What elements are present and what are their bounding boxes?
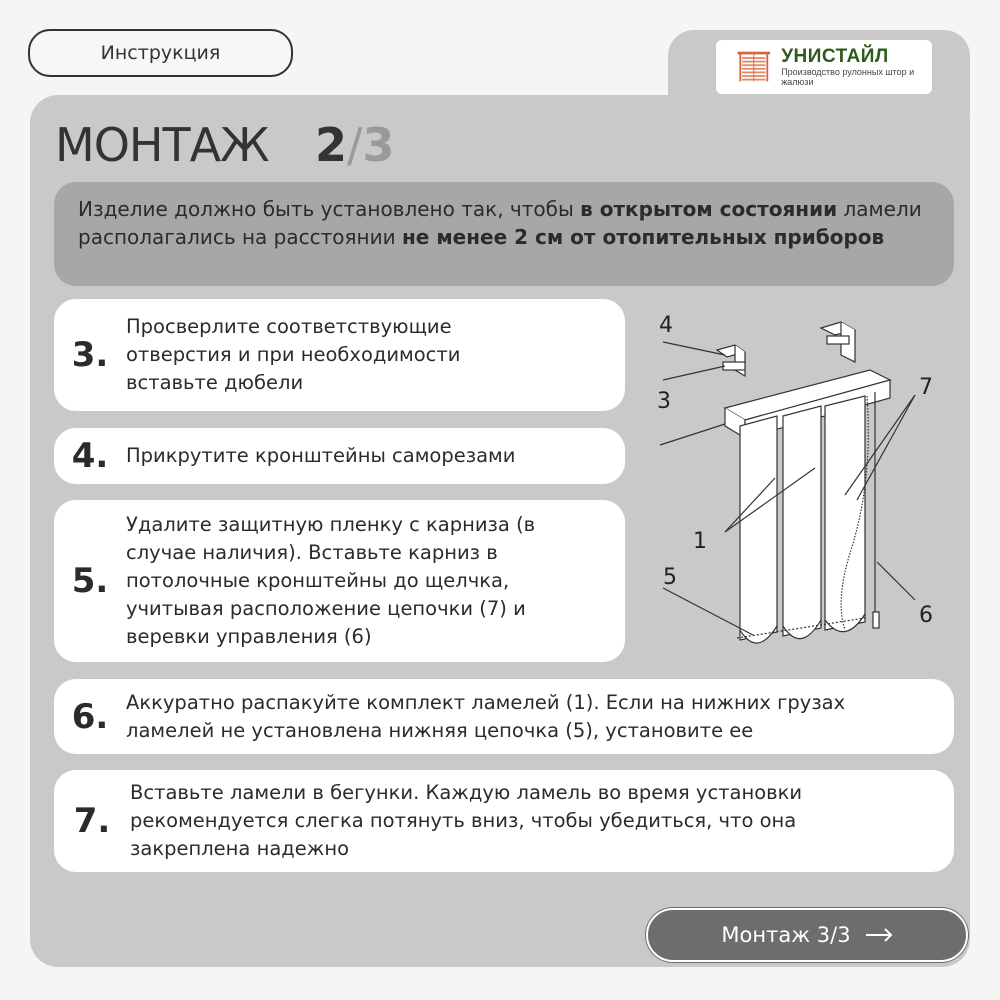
step-card-4 bbox=[54, 428, 625, 484]
step-card-7 bbox=[54, 770, 954, 872]
step-text: Вставьте ламели в бегунки. Каждую ламель во время установки рекомендуется слегка потянуть вниз, чтобы убедиться, что она закреплена надежно bbox=[130, 781, 803, 860]
page-total: 3 bbox=[362, 118, 395, 172]
page-current: 2 bbox=[315, 118, 348, 172]
step-number: 7. bbox=[73, 801, 111, 841]
callout-5: 5 bbox=[663, 565, 677, 590]
callout-3: 3 bbox=[657, 389, 671, 414]
step-card-5 bbox=[54, 500, 625, 662]
step-text: Удалите защитную пленку с карниза (в случае наличия). Вставьте карниз в потолочные кронштейны до щелчка, учитывая расположение цепочки (7) и веревки управления (6) bbox=[126, 513, 536, 648]
step-number: 4. bbox=[71, 436, 109, 476]
callout-6: 6 bbox=[919, 603, 933, 628]
instruction-tab[interactable] bbox=[28, 29, 293, 77]
instruction-label: Инструкция bbox=[100, 42, 221, 64]
arrow-right-icon bbox=[865, 928, 893, 942]
step-text: Просверлите соответствующие отверстия и при необходимости вставьте дюбели bbox=[126, 315, 461, 394]
step-number: 6. bbox=[71, 696, 109, 737]
next-page-label: Монтаж 3/3 bbox=[721, 923, 851, 947]
logo-tagline: Производство рулонных штор и жалюзи bbox=[781, 67, 915, 87]
callout-7: 7 bbox=[919, 375, 933, 400]
step-card-6 bbox=[54, 679, 954, 754]
step-number: 5. bbox=[71, 561, 109, 601]
page-indicator bbox=[315, 118, 395, 172]
step-text: Аккуратно распакуйте комплект ламелей (1). Если на нижних грузах ламелей не установлена нижняя цепочка (5), установите ее bbox=[126, 690, 846, 742]
logo-name: УНИСТАЙЛ bbox=[781, 46, 889, 67]
notice-bold-1: в открытом состоянии bbox=[580, 197, 838, 221]
page-title: МОНТАЖ bbox=[55, 118, 269, 172]
page-separator: / bbox=[347, 118, 363, 172]
brand-logo bbox=[716, 40, 932, 94]
callout-4: 4 bbox=[659, 313, 673, 338]
notice-bold-2: не менее 2 см от отопительных приборов bbox=[401, 225, 885, 249]
vertical-blinds-diagram bbox=[645, 300, 955, 670]
blinds-logo-icon bbox=[734, 48, 777, 86]
step-text: Прикрутите кронштейны саморезами bbox=[126, 444, 516, 467]
notice-text-1: Изделие должно быть установлено так, чтобы bbox=[78, 197, 581, 221]
callout-1: 1 bbox=[693, 529, 707, 554]
notice-text-2: ламели располагались на расстоянии bbox=[78, 197, 922, 249]
heating-distance-notice bbox=[54, 182, 954, 286]
step-card-3 bbox=[54, 299, 625, 411]
next-page-button[interactable] bbox=[646, 908, 968, 962]
step-number: 3. bbox=[71, 335, 109, 375]
